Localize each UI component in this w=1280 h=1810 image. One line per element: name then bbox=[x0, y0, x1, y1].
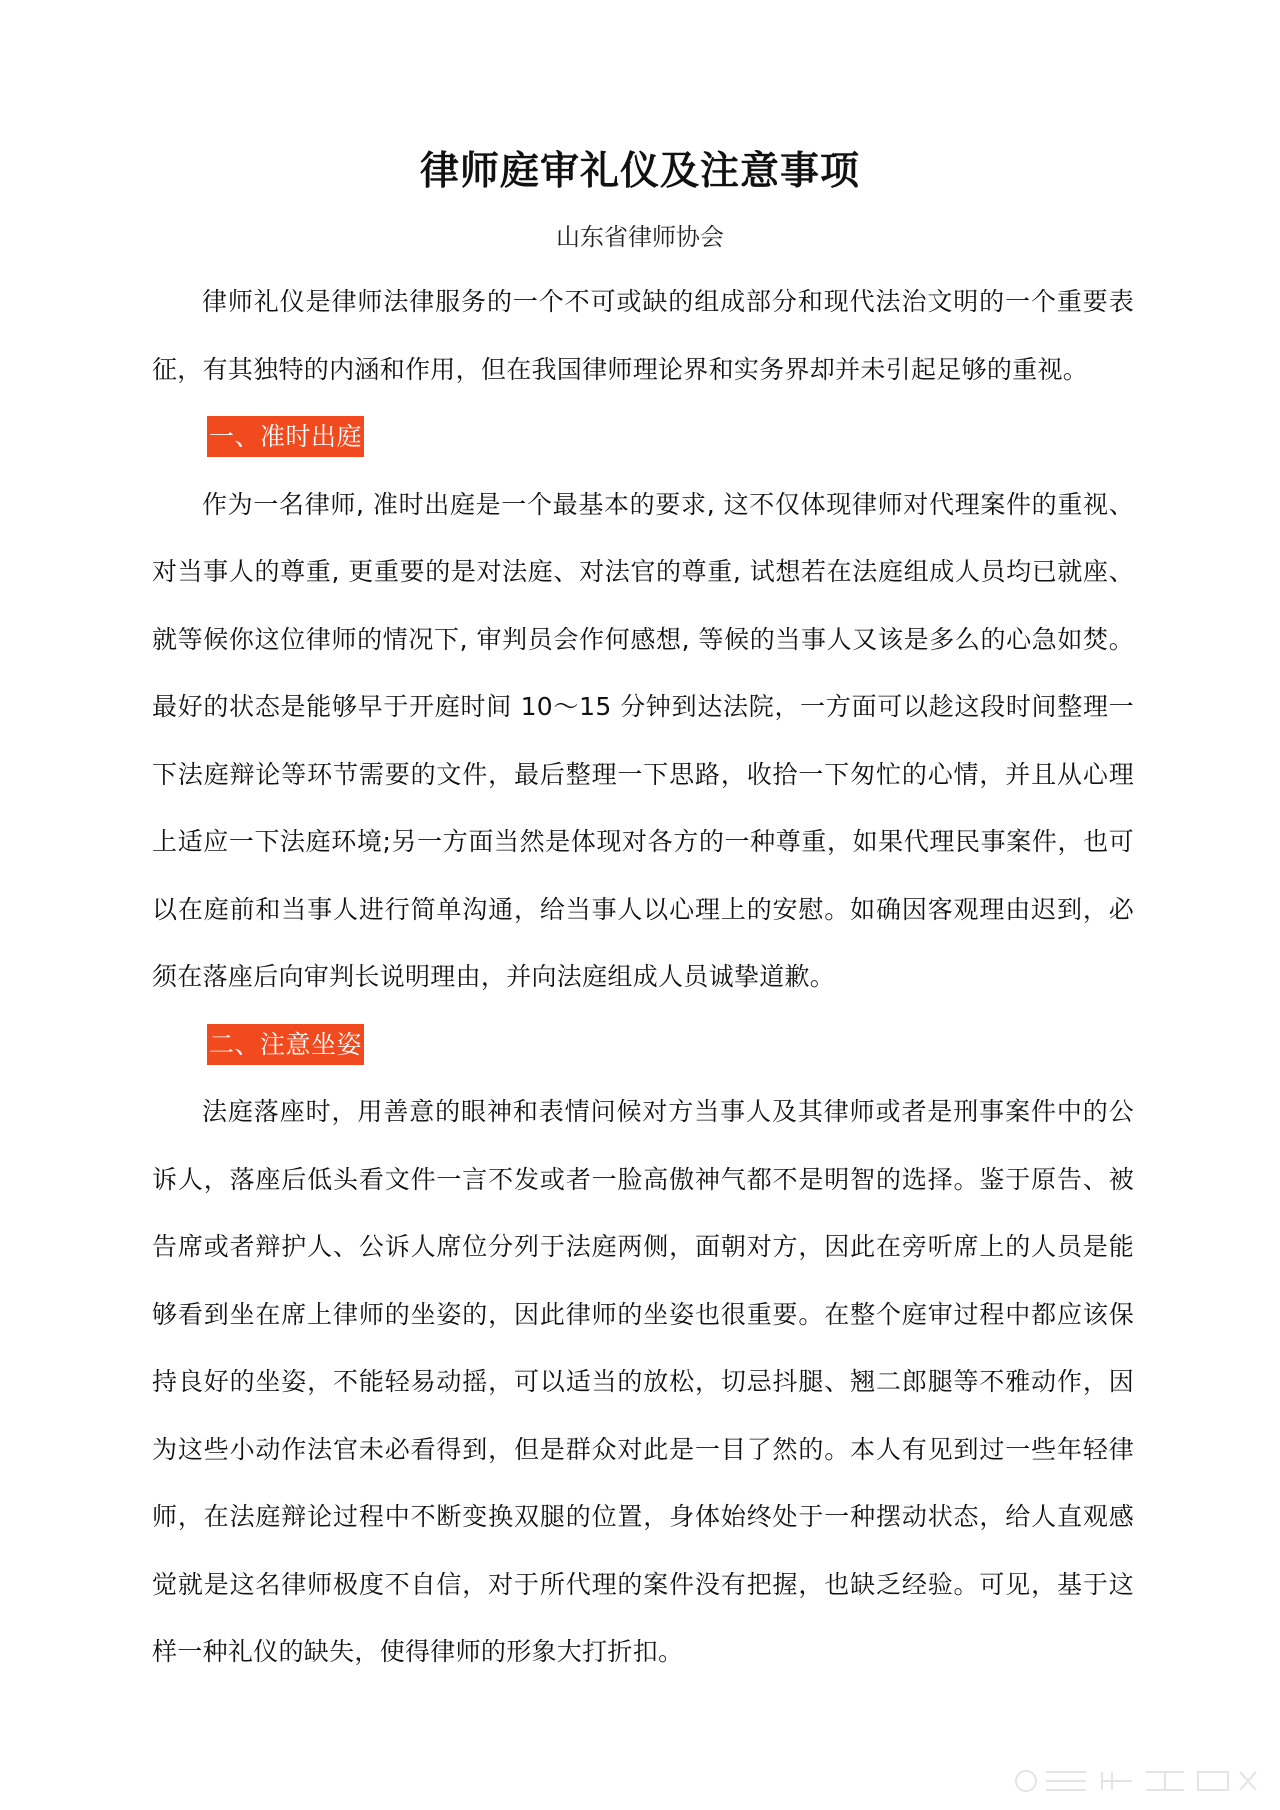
document-title: 律师庭审礼仪及注意事项 bbox=[419, 149, 860, 194]
section-body-punctuality: 作为一名律师, 准时出庭是一个最基本的要求, 这不仅体现律师对代理案件的重视、对当事人的尊重, 更重要的是对法庭、对法官的尊重, 试想若在法庭组成人员均已就座、就等候你这位律师的情况下, 审判员会作何感想, 等候的当事人又该是多么的心急如焚。最好的状态是能够早于开庭时间 10～15 分钟到达法院，一方面可以趁这段时间整理一下法庭辩论等环节需要的文件，最后整理一下思路，收拾一下匆忙的心情，并且从心理上适应一下法庭环境;另一方面当然是体现对各方的一种尊重，如果代理民事案件，也可以在庭前和当事人进行简单沟通，给当事人以心理上的安慰。如确因客观理由迟到，必须在落座后向审判长说明理由，并向法庭组成人员诚挚道歉。 bbox=[152, 489, 1134, 991]
document-author: 山东省律师协会 bbox=[556, 223, 724, 251]
document-body bbox=[152, 268, 1134, 1686]
intro-paragraph: 律师礼仪是律师法律服务的一个不可或缺的组成部分和现代法治文明的一个重要表征，有其独特的内涵和作用，但在我国律师理论界和实务界却并未引起足够的重视。 bbox=[152, 287, 1134, 384]
section-heading-punctuality: 一、准时出庭 bbox=[207, 416, 364, 457]
section-heading-row-2 bbox=[152, 1011, 1134, 1079]
section-heading-row-1 bbox=[152, 403, 1134, 471]
watermark-logo bbox=[1012, 1766, 1262, 1796]
section-body-posture: 法庭落座时，用善意的眼神和表情问候对方当事人及其律师或者是刑事案件中的公诉人，落座后低头看文件一言不发或者一脸高傲神气都不是明智的选择。鉴于原告、被告席或者辩护人、公诉人席位分列于法庭两侧，面朝对方，因此在旁听席上的人员是能够看到坐在席上律师的坐姿的，因此律师的坐姿也很重要。在整个庭审过程中都应该保持良好的坐姿，不能轻易动摇，可以适当的放松，切忌抖腿、翘二郎腿等不雅动作，因为这些小动作法官未必看得到，但是群众对此是一目了然的。本人有见到过一些年轻律师，在法庭辩论过程中不断变换双腿的位置，身体始终处于一种摆动状态，给人直观感觉就是这名律师极度不自信，对于所代理的案件没有把握，也缺乏经验。可见，基于这样一种礼仪的缺失，使得律师的形象大打折扣。 bbox=[152, 1097, 1134, 1666]
section-heading-posture: 二、注意坐姿 bbox=[207, 1024, 364, 1065]
